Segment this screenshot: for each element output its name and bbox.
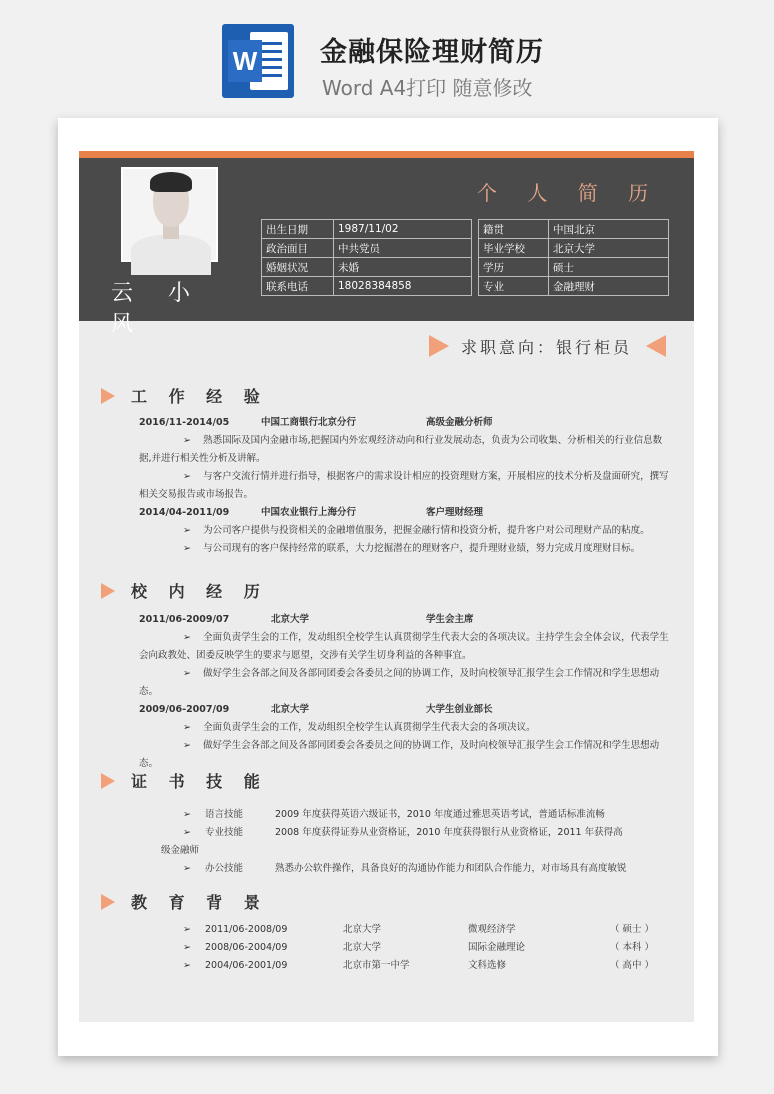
bullet-text: 与客户交流行情并进行指导，根据客户的需求设计相应的投资理财方案，开展相应的技术分析及盘面研究，撰写相关交易报告或市场报告。 [139,471,669,500]
work-experience [139,414,669,564]
info-value: 中共党员 [334,239,472,258]
info-key: 籍贯 [479,220,549,239]
skill-value: 2008 年度获得证券从业资格证，2010 年度获得银行从业资格证，2011 年获得高 [275,827,623,838]
arrow-icon: ➢ [183,722,191,733]
section-triangle-icon [101,773,115,789]
skill-row [139,824,669,842]
entry-header [139,611,669,629]
info-key: 专业 [479,277,549,296]
arrow-icon: ➢ [183,632,191,643]
bullet-text: 做好学生会各部之间及各部同团委会各委员之间的协调工作，及时向校领导汇报学生会工作情况和学生思想动态。 [139,668,660,697]
candidate-name: 云 小 风 [111,281,204,337]
page-title: 金融保险理财简历 [320,37,544,68]
entry-header [139,504,669,522]
info-value: 中国北京 [549,220,669,239]
entry-org: 北京大学 [271,704,310,715]
info-key: 婚姻状况 [262,258,334,277]
entry-date: 2014/04-2011/09 [139,507,230,518]
edu-school: 北京大学 [343,924,382,935]
edu-date: 2008/06-2004/09 [205,942,288,953]
entry-header [139,701,669,719]
section-school [101,579,268,602]
skill-row [139,806,669,824]
triangle-right-icon [429,335,449,357]
edu-degree: （ 高中 ） [610,960,655,971]
skill-name: 专业技能 [205,827,244,838]
section-skills [101,769,268,792]
entry-org: 中国农业银行上海分行 [261,507,357,518]
entry-bullet [119,665,669,701]
info-value: 金融理财 [549,277,669,296]
education-row [139,921,669,939]
edu-major: 微观经济学 [468,924,516,935]
section-work [101,384,268,407]
entry-bullet [119,522,669,540]
entry-role: 高级金融分析师 [426,417,493,428]
skill-name: 语言技能 [205,809,244,820]
top-header [0,0,774,118]
edu-degree: （ 硕士 ） [610,924,655,935]
skill-name: 办公技能 [205,863,244,874]
bullet-text: 做好学生会各部之间及各部同团委会各委员之间的协调工作，及时向校领导汇报学生会工作情况和学生思想动态。 [139,740,660,769]
info-key: 联系电话 [262,277,334,296]
education-row [139,957,669,975]
resume-paper [58,118,718,1056]
entry-org: 中国工商银行北京分行 [261,417,357,428]
education-row [139,939,669,957]
arrow-icon: ➢ [183,942,191,953]
info-value: 18028384858 [334,277,472,296]
section-title: 证 书 技 能 [131,772,268,791]
bullet-text: 全面负责学生会的工作，发动组织全校学生认真贯彻学生代表大会的各项决议。 [203,722,536,733]
section-title: 教 育 背 景 [131,893,268,912]
info-value: 北京大学 [549,239,669,258]
info-key: 毕业学校 [479,239,549,258]
section-triangle-icon [101,583,115,599]
word-letter: W [228,40,262,82]
arrow-icon: ➢ [183,924,191,935]
bullet-text: 全面负责学生会的工作，发动组织全校学生认真贯彻学生代表大会的各项决议。主持学生会全体会议，代表学生会向政教处、团委反映学生的要求与愿望，交涉有关学生切身利益的各种事宜。 [139,632,669,661]
entry-date: 2011/06-2009/07 [139,614,230,625]
objective-text: 求职意向：银行柜员 [461,337,633,357]
edu-school: 北京大学 [343,942,382,953]
arrow-icon: ➢ [183,668,191,679]
entry-role: 客户理财经理 [426,507,484,518]
edu-major: 国际金融理论 [468,942,526,953]
section-title: 校 内 经 历 [131,582,268,601]
section-education [101,890,268,913]
entry-org: 北京大学 [271,614,310,625]
skill-value: 熟悉办公软件操作，具备良好的沟通协作能力和团队合作能力，对市场具有高度敏锐 [275,863,627,874]
info-value: 未婚 [334,258,472,277]
edu-major: 文科选修 [468,960,507,971]
bullet-text: 与公司现有的客户保持经常的联系，大力挖掘潜在的理财客户，提升理财业绩，努力完成月度理财目标。 [203,543,641,554]
entry-header [139,414,669,432]
info-table-left [261,219,472,296]
entry-bullet [119,432,669,468]
avatar [121,167,218,262]
arrow-icon: ➢ [183,863,191,874]
profile-banner [79,158,694,337]
entry-role: 大学生创业部长 [426,704,493,715]
arrow-icon: ➢ [183,827,191,838]
entry-bullet [119,468,669,504]
section-triangle-icon [101,388,115,404]
bullet-text: 为公司客户提供与投资相关的金融增值服务，把握金融行情和投资分析，提升客户对公司理财产品的粘度。 [203,525,650,536]
resume-title: 个 人 简 历 [477,181,661,205]
school-experience [139,611,669,769]
arrow-icon: ➢ [183,809,191,820]
arrow-icon: ➢ [183,525,191,536]
info-value: 硕士 [549,258,669,277]
arrow-icon: ➢ [183,740,191,751]
info-key: 政治面目 [262,239,334,258]
entry-bullet [119,737,669,773]
job-objective [429,333,666,359]
arrow-icon: ➢ [183,543,191,554]
edu-date: 2004/06-2001/09 [205,960,288,971]
section-triangle-icon [101,894,115,910]
info-key: 出生日期 [262,220,334,239]
triangle-left-icon [646,335,666,357]
info-key: 学历 [479,258,549,277]
arrow-icon: ➢ [183,435,191,446]
education-list [139,921,669,981]
edu-degree: （ 本科 ） [610,942,655,953]
bullet-text: 熟悉国际及国内金融市场,把握国内外宏观经济动向和行业发展动态，负责为公司收集、分析相关的行业信息数据,并进行相关性分析及讲解。 [139,435,663,464]
accent-bar [79,151,694,158]
resume-sheet [79,151,694,1022]
edu-date: 2011/06-2008/09 [205,924,288,935]
entry-date: 2009/06-2007/09 [139,704,230,715]
skills-list [139,806,669,874]
entry-bullet [119,629,669,665]
skill-value: 2009 年度获得英语六级证书，2010 年度通过雅思英语考试，普通话标准流畅 [275,809,605,820]
skill-row [139,860,669,878]
info-table-right [478,219,669,296]
arrow-icon: ➢ [183,960,191,971]
edu-school: 北京市第一中学 [343,960,410,971]
arrow-icon: ➢ [183,471,191,482]
section-title: 工 作 经 验 [131,387,268,406]
page-subtitle: Word A4打印 随意修改 [322,76,533,100]
entry-role: 学生会主席 [426,614,474,625]
skill-continuation: 级金融师 [161,845,200,856]
entry-bullet [119,719,669,737]
info-value: 1987/11/02 [334,220,472,239]
entry-date: 2016/11-2014/05 [139,417,230,428]
word-icon [222,24,294,98]
entry-bullet [119,540,669,558]
